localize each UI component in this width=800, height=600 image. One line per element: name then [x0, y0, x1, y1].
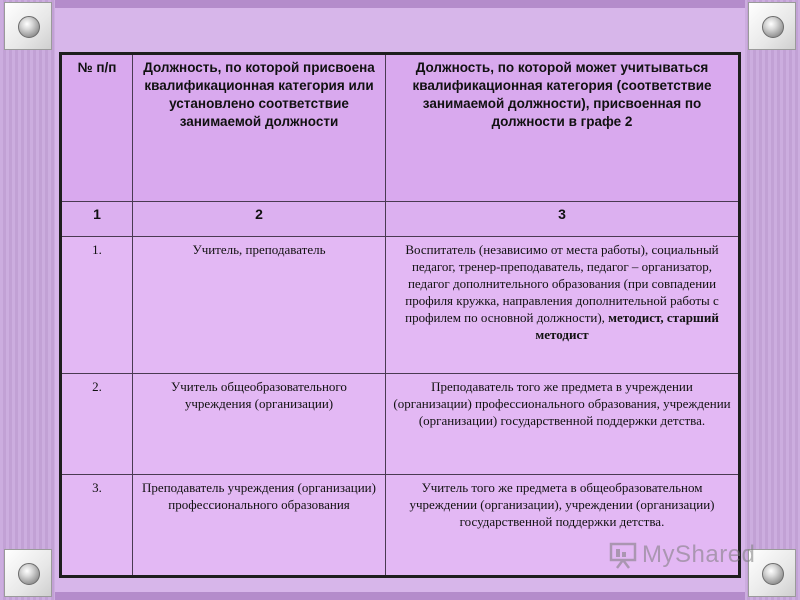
row-number: 3.: [61, 475, 133, 577]
corner-top-right: [748, 2, 796, 50]
column-number: 1: [61, 202, 133, 237]
column-number-row: [61, 202, 740, 237]
rivet-icon: [762, 563, 784, 585]
table-row: [61, 237, 740, 374]
top-border-bar: [55, 0, 745, 8]
row-number: 2.: [61, 374, 133, 475]
row-position: Преподаватель учреждения (организации) профессионального образования: [133, 475, 386, 577]
row-counted-position: [386, 237, 740, 374]
counted-text-bold: методист, старший методист: [535, 310, 719, 342]
watermark-text: MyShared: [642, 541, 756, 568]
counted-text: Воспитатель (независимо от места работы), социальный педагог, тренер-преподаватель, педагог – организатор, педагог дополнительного образования (при совпадении профиля кружка, направления дополнительной работы с профилем по основной должности),: [405, 242, 719, 325]
column-number: 2: [133, 202, 386, 237]
qualification-table: [59, 52, 741, 578]
row-number: 1.: [61, 237, 133, 374]
row-position: Учитель общеобразовательного учреждения (организации): [133, 374, 386, 475]
presentation-board-icon: [608, 541, 638, 569]
rivet-icon: [18, 563, 40, 585]
table-row: [61, 374, 740, 475]
row-counted-position: Учитель того же предмета в общеобразовательном учреждении (организации), учреждении (организации) государственной поддержки детства.: [386, 475, 740, 577]
table-header-row: [61, 54, 740, 202]
column-number: 3: [386, 202, 740, 237]
corner-top-left: [4, 2, 52, 50]
rivet-icon: [762, 16, 784, 38]
header-assigned-position: Должность, по которой присвоена квалификационная категория или установлено соответствие занимаемой должности: [133, 54, 386, 202]
rivet-icon: [18, 16, 40, 38]
row-counted-position: Преподаватель того же предмета в учреждении (организации) профессионального образования, учреждении (организации) государственной поддержки детства.: [386, 374, 740, 475]
header-counted-position: Должность, по которой может учитываться квалификационная категория (соответствие занимаемой должности), присвоенная по должности в графе 2: [386, 54, 740, 202]
corner-bottom-left: [4, 549, 52, 597]
bottom-border-bar: [55, 592, 745, 600]
watermark: [608, 540, 755, 570]
header-number: № п/п: [61, 54, 133, 202]
row-position: Учитель, преподаватель: [133, 237, 386, 374]
